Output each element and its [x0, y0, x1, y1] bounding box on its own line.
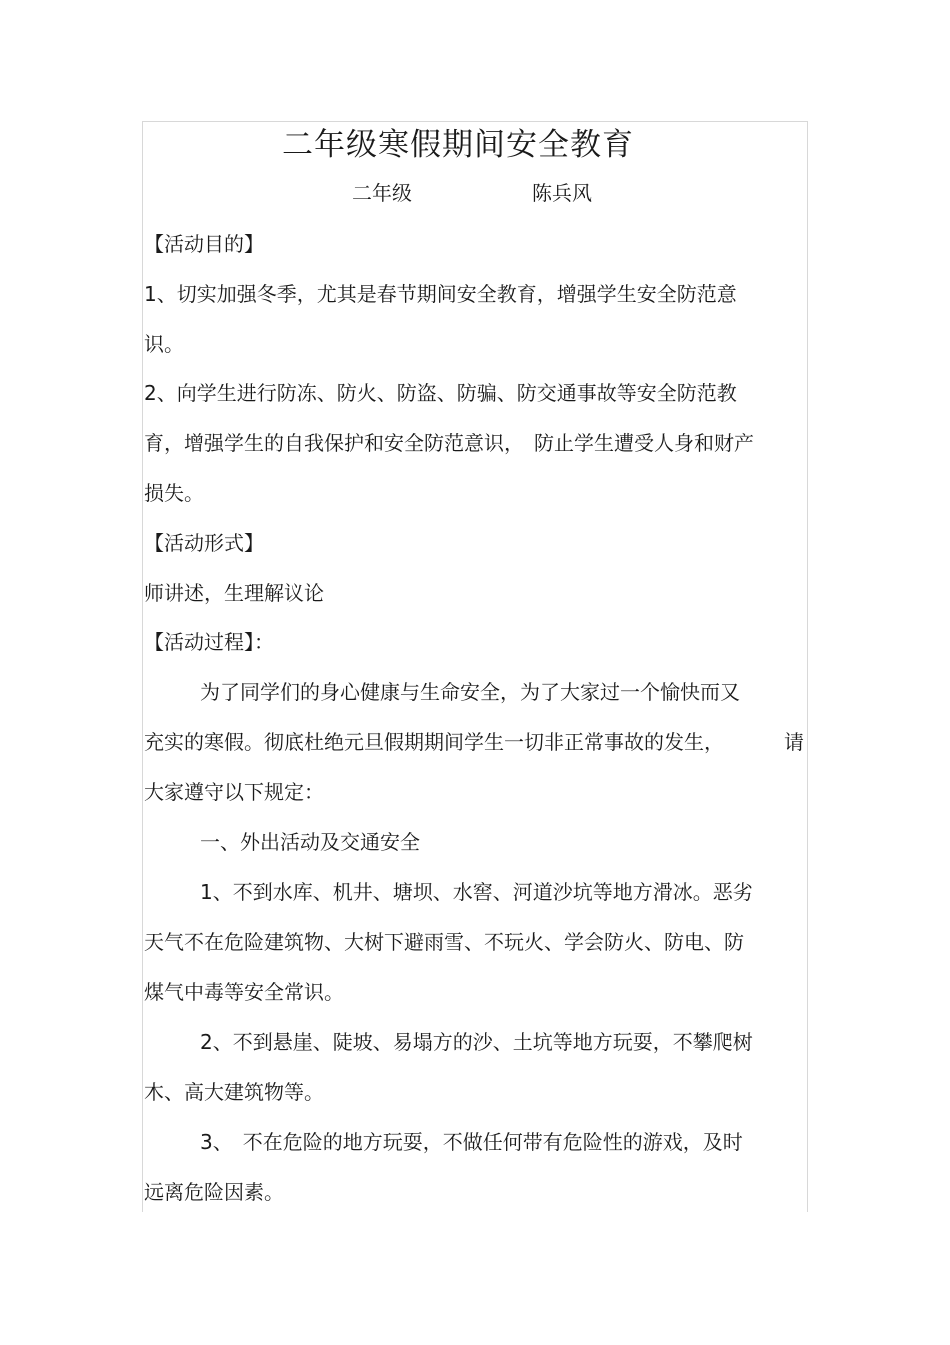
rule-2-line-1: 2、不到悬崖、陡坡、易塌方的沙、土坑等地方玩耍，不攀爬树: [200, 1030, 753, 1054]
purpose-item-2-line-2: 育，增强学生的自我保护和安全防范意识， 防止学生遭受人身和财产: [144, 431, 754, 455]
author-name: 陈兵风: [532, 181, 592, 205]
process-heading: 【活动过程】：: [144, 630, 274, 654]
rule-1-line-1: 1、不到水库、机井、塘坝、水窖、河道沙坑等地方滑冰。恶劣: [200, 880, 753, 904]
document-title: 二年级寒假期间安全教育: [282, 127, 634, 163]
purpose-item-2-line-3: 损失。: [144, 481, 204, 505]
form-heading: 【活动形式】: [144, 531, 264, 555]
purpose-item-1-line-1: 1、切实加强冬季，尤其是春节期间安全教育，增强学生安全防范意: [144, 282, 737, 306]
purpose-item-2-line-1: 2、向学生进行防冻、防火、防盗、防骗、防交通事故等安全防范教: [144, 381, 737, 405]
intro-line-2-end: 请: [784, 730, 804, 754]
grade-label: 二年级: [352, 181, 412, 205]
form-text: 师讲述，生理解议论: [144, 581, 324, 605]
rule-3-line-1: 3、 不在危险的地方玩耍，不做任何带有危险性的游戏，及时: [200, 1130, 743, 1154]
rule-3-line-2: 远离危险因素。: [144, 1180, 284, 1204]
rule-2-line-2: 木、高大建筑物等。: [144, 1080, 324, 1104]
intro-line-1: 为了同学们的身心健康与生命安全，为了大家过一个愉快而又: [200, 680, 740, 704]
purpose-heading: 【活动目的】: [144, 232, 264, 256]
purpose-item-1-line-2: 识。: [144, 332, 184, 356]
intro-line-3: 大家遵守以下规定：: [144, 780, 324, 804]
section-heading-1: 一、外出活动及交通安全: [200, 830, 420, 854]
rule-1-line-3: 煤气中毒等安全常识。: [144, 980, 344, 1004]
intro-line-2: 充实的寒假。彻底杜绝元旦假期期间学生一切非正常事故的发生，: [144, 730, 724, 754]
rule-1-line-2: 天气不在危险建筑物、大树下避雨雪、不玩火、学会防火、防电、防: [144, 930, 744, 954]
